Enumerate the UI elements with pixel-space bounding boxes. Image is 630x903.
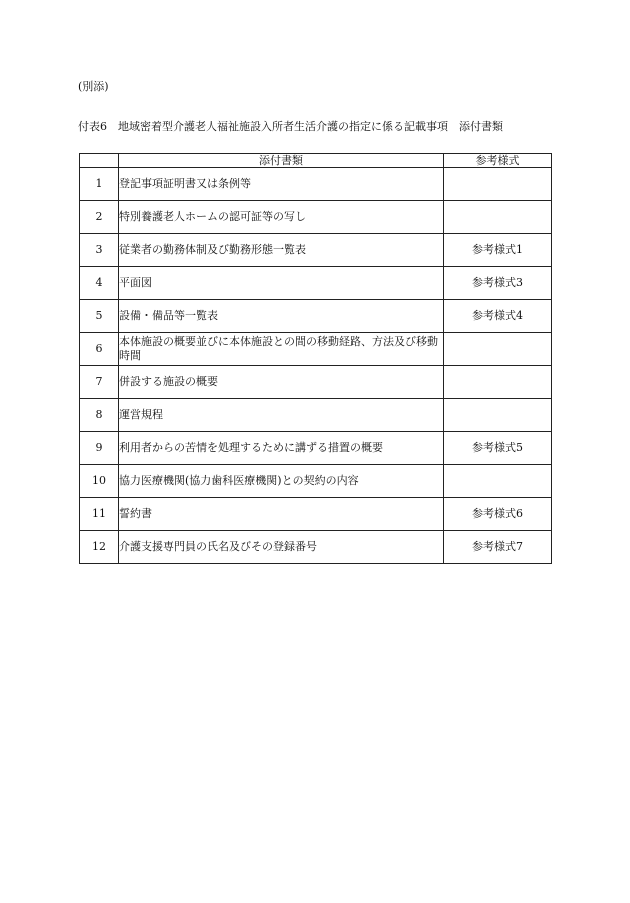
row-reference: 参考様式7 [444, 531, 552, 564]
row-document: 設備・備品等一覧表 [119, 300, 444, 333]
table-header-row [80, 154, 552, 168]
table-row [80, 366, 552, 399]
row-reference: 参考様式5 [444, 432, 552, 465]
row-number: 12 [80, 531, 119, 564]
table-row [80, 432, 552, 465]
row-number: 5 [80, 300, 119, 333]
row-reference [444, 333, 552, 366]
row-reference: 参考様式6 [444, 498, 552, 531]
row-document: 併設する施設の概要 [119, 366, 444, 399]
row-reference: 参考様式1 [444, 234, 552, 267]
row-document: 平面図 [119, 267, 444, 300]
row-number: 6 [80, 333, 119, 366]
row-reference [444, 168, 552, 201]
table-row [80, 399, 552, 432]
row-number: 4 [80, 267, 119, 300]
row-document: 協力医療機関(協力歯科医療機関)との契約の内容 [119, 465, 444, 498]
table-row [80, 267, 552, 300]
row-number: 11 [80, 498, 119, 531]
row-reference [444, 201, 552, 234]
row-reference [444, 399, 552, 432]
row-number: 2 [80, 201, 119, 234]
table-row [80, 333, 552, 366]
row-document: 介護支援専門員の氏名及びその登録番号 [119, 531, 444, 564]
row-number: 9 [80, 432, 119, 465]
row-reference [444, 366, 552, 399]
table-row [80, 498, 552, 531]
page-title: 付表6 地域密着型介護老人福祉施設入所者生活介護の指定に係る記載事項 添付書類 [78, 120, 503, 133]
row-document: 本体施設の概要並びに本体施設との間の移動経路、方法及び移動時間 [119, 333, 444, 366]
row-document: 特別養護老人ホームの認可証等の写し [119, 201, 444, 234]
attachment-table [79, 153, 552, 564]
table-row [80, 168, 552, 201]
table-row [80, 234, 552, 267]
row-reference: 参考様式3 [444, 267, 552, 300]
table-row [80, 465, 552, 498]
row-document: 運営規程 [119, 399, 444, 432]
row-document: 従業者の勤務体制及び勤務形態一覧表 [119, 234, 444, 267]
row-document: 利用者からの苦情を処理するために講ずる措置の概要 [119, 432, 444, 465]
row-reference [444, 465, 552, 498]
row-number: 10 [80, 465, 119, 498]
row-number: 1 [80, 168, 119, 201]
table-row [80, 531, 552, 564]
header-reference-form: 参考様式 [444, 154, 552, 168]
header-number [80, 154, 119, 168]
row-document: 登記事項証明書又は条例等 [119, 168, 444, 201]
row-number: 8 [80, 399, 119, 432]
row-number: 3 [80, 234, 119, 267]
row-document: 誓約書 [119, 498, 444, 531]
table-row [80, 300, 552, 333]
attachment-note: (別添) [78, 80, 109, 93]
row-reference: 参考様式4 [444, 300, 552, 333]
table-row [80, 201, 552, 234]
header-documents: 添付書類 [119, 154, 444, 168]
row-number: 7 [80, 366, 119, 399]
